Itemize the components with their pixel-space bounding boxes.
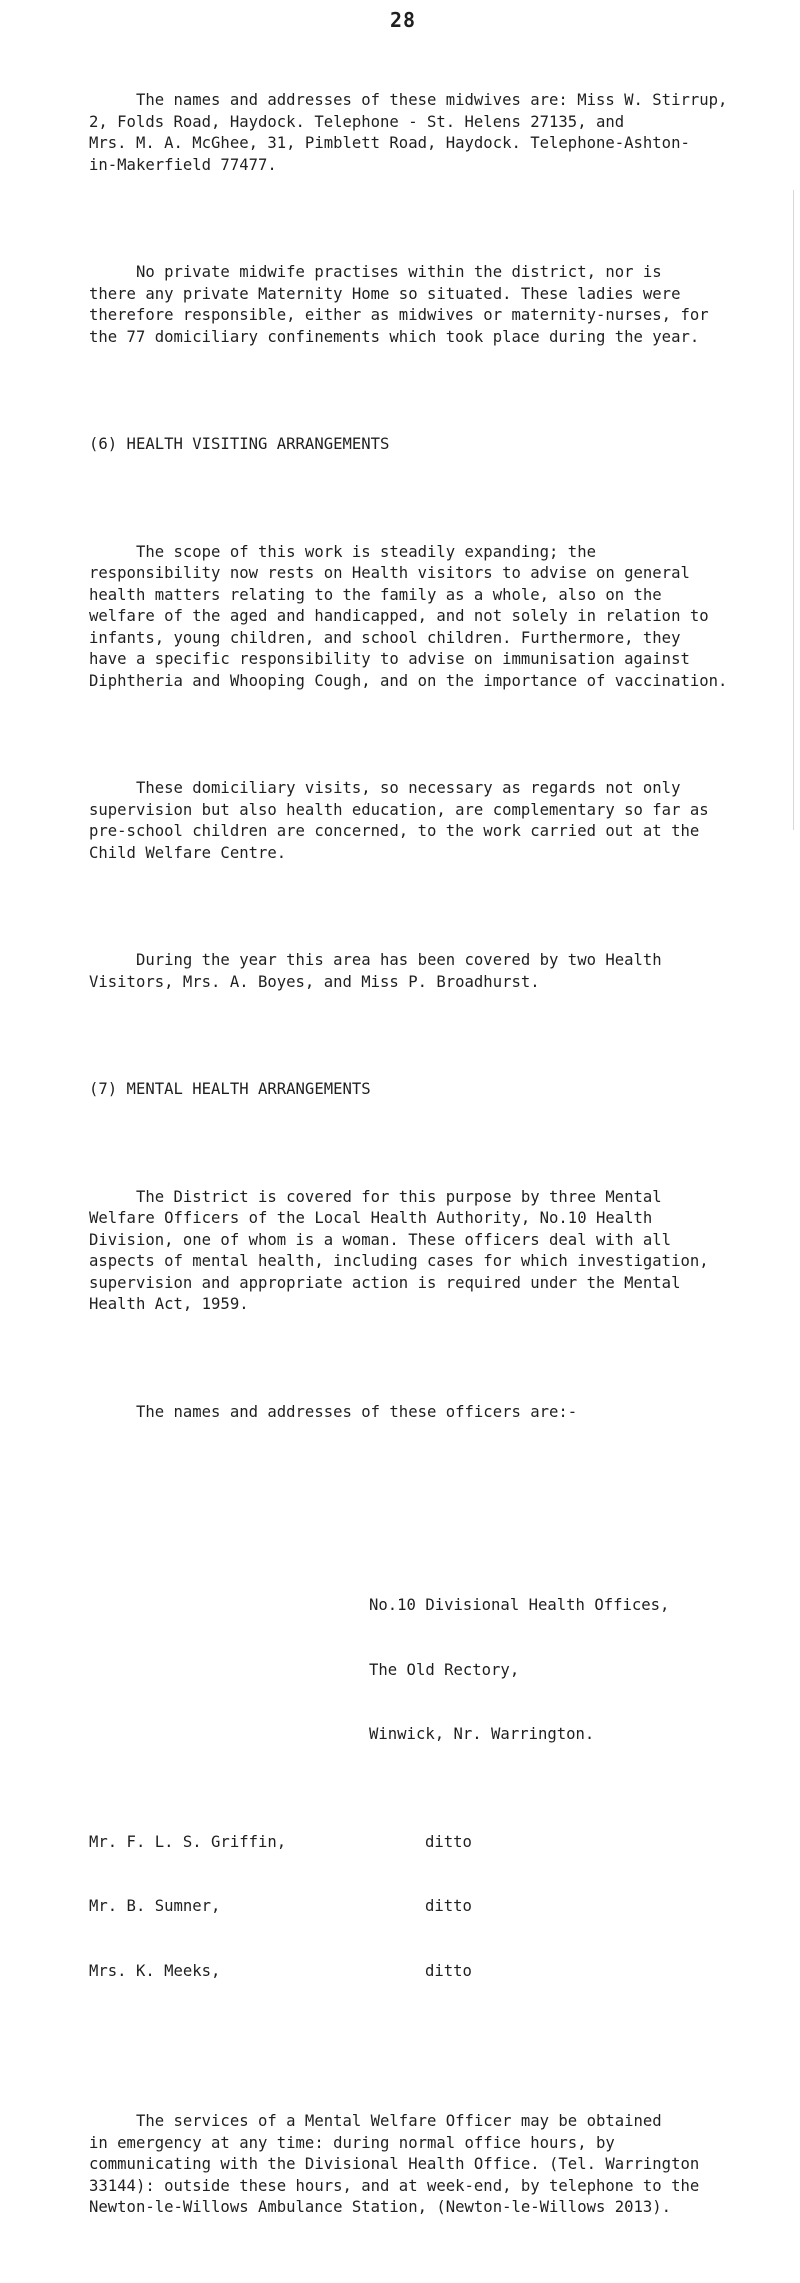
officer-address: ditto	[425, 1832, 472, 1851]
officer-row	[89, 1832, 789, 1854]
officer-row	[89, 1896, 789, 1918]
section-7-paragraph-1	[89, 1187, 789, 1316]
address-line: Winwick, Nr. Warrington.	[369, 1725, 595, 1743]
officers-address	[369, 1552, 789, 1789]
scan-edge-line	[793, 190, 794, 830]
address-line: No.10 Divisional Health Offices,	[369, 1596, 670, 1614]
officer-name: Mr. B. Sumner,	[89, 1897, 221, 1915]
section-6-paragraph-1-text: The scope of this work is steadily expanding; the responsibility now rests on Health visitors to advise on general health matters relating to the family as a whole, also on the welfare of the aged and handicapped, and not solely in relation to infants, young children, and school children. Furthermore, they have a specific responsibility to advise on immunisation against Diphtheria and Whooping Cough, and on the importance of vaccination.	[89, 542, 728, 690]
private-midwife-paragraph	[89, 262, 789, 348]
address-line: The Old Rectory,	[369, 1660, 520, 1679]
officers-intro	[89, 1402, 789, 1424]
officer-row	[89, 1961, 789, 1983]
services-paragraph	[89, 2111, 789, 2219]
section-6-paragraph-3	[89, 950, 789, 993]
section-6-paragraph-2	[89, 778, 789, 864]
private-midwife-text: No private midwife practises within the district, nor is there any private Maternity Home so situated. These ladies were therefore responsible, either as midwives or maternity-nurses, for the 77 domiciliary confinements which took place during the year.	[89, 263, 709, 346]
section-6-paragraph-2-text: These domiciliary visits, so necessary as regards not only supervision but also health education, are complementary so far as pre-school children are concerned, to the work carried out at the Child Welfare Centre.	[89, 779, 709, 862]
section-6-paragraph-3-text: During the year this area has been covered by two Health Visitors, Mrs. A. Boyes, and Miss P. Broadhurst.	[89, 951, 662, 991]
section-7-paragraph-1-text: The District is covered for this purpose by three Mental Welfare Officers of the Local Health Authority, No.10 Health Division, one of whom is a woman. These officers deal with all aspects of mental health, including cases for which investigation, supervision and appropriate action is required under the Mental Health Act, 1959.	[89, 1187, 709, 1313]
officer-address: ditto	[425, 1897, 472, 1915]
section-7-heading: (7) MENTAL HEALTH ARRANGEMENTS	[89, 1080, 371, 1098]
section-6-heading: (6) HEALTH VISITING ARRANGEMENTS	[89, 435, 390, 453]
document-body	[89, 47, 789, 2283]
officers-intro-text: The names and addresses of these officers are:-	[89, 1402, 578, 1421]
page-number: 28	[390, 8, 417, 32]
officer-name: Mrs. K. Meeks,	[89, 1961, 221, 1980]
services-text: The services of a Mental Welfare Officer may be obtained in emergency at any time: during normal office hours, by communicating with the Divisional Health Office. (Tel. Warrington 33144): outside these hours, and at week-end, by telephone to the Newton-le-Willows Ambulance Station, (Newton-le-Willows 2013).	[89, 2112, 700, 2216]
officer-name: Mr. F. L. S. Griffin,	[89, 1832, 287, 1851]
section-6-paragraph-1	[89, 542, 789, 693]
midwives-text: The names and addresses of these midwives are: Miss W. Stirrup, 2, Folds Road, Haydock. Telephone - St. Helens 27135, and Mrs. M. A. McGhee, 31, Pimblett Road, Haydock. Telephone-Ashton- in-Makerfield 77477.	[89, 91, 728, 174]
midwives-paragraph	[89, 90, 789, 176]
officers-list	[89, 1509, 789, 2025]
officer-address: ditto	[425, 1961, 472, 1980]
